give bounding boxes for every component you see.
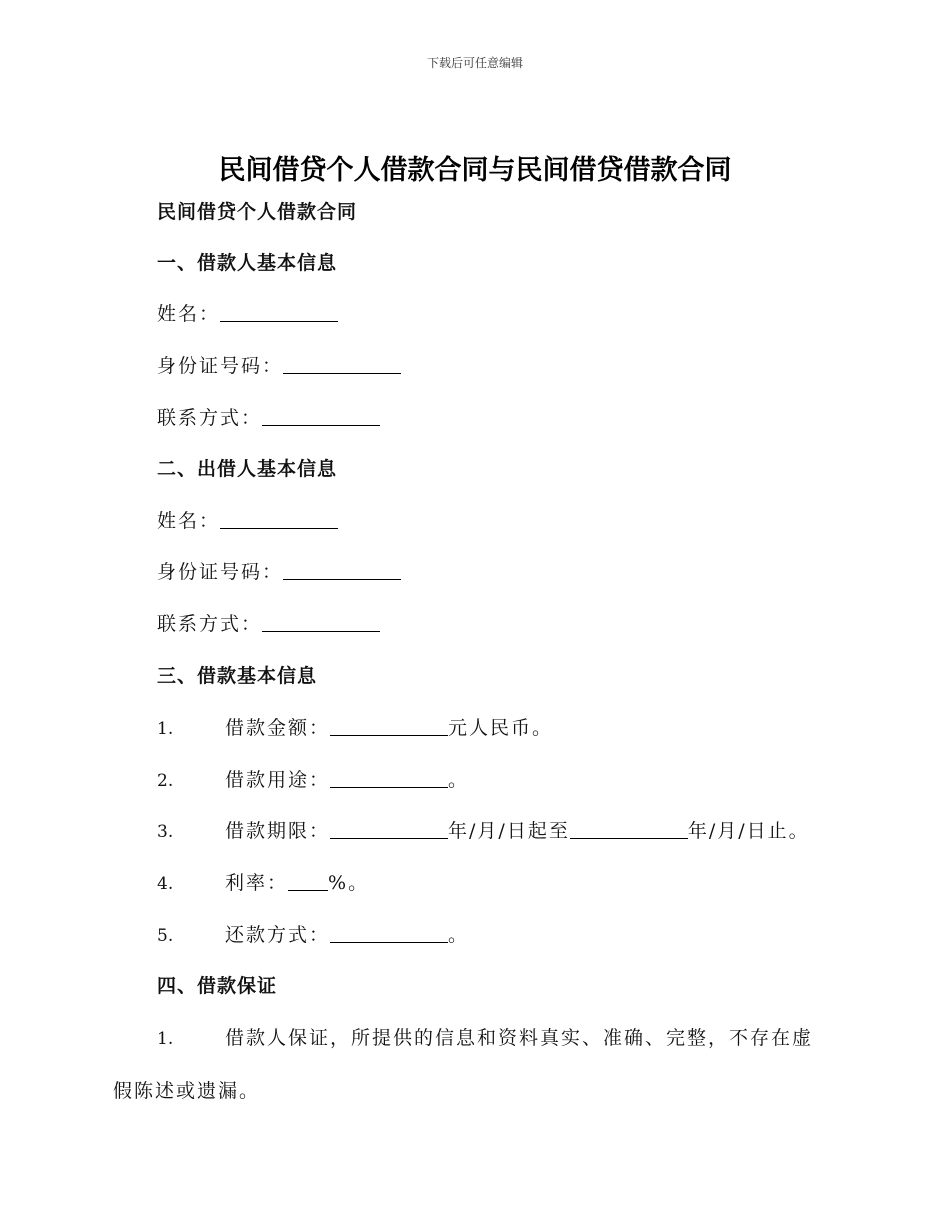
- borrower-contact-row: [157, 405, 380, 431]
- item-number: 3.: [157, 822, 174, 842]
- loan-amount-label: 借款金额：: [225, 717, 331, 739]
- interest-rate-label: 利率：: [225, 872, 289, 894]
- lender-id-blank[interactable]: [283, 559, 401, 580]
- interest-rate-blank[interactable]: [288, 870, 328, 891]
- lender-contact-label: 联系方式：: [157, 613, 263, 635]
- header-note: 下载后可任意编辑: [426, 56, 523, 70]
- item-number: 1.: [157, 719, 174, 739]
- repayment-method-suffix: 。: [448, 924, 470, 946]
- lender-name-label: 姓名：: [157, 510, 221, 532]
- interest-rate-suffix: %。: [328, 872, 370, 894]
- item-number: 5.: [157, 926, 174, 946]
- item-number: 2.: [157, 771, 174, 791]
- item-number: 4.: [157, 874, 174, 894]
- lender-name-blank[interactable]: [220, 508, 338, 529]
- section-1-heading: 一、借款人基本信息: [157, 252, 338, 274]
- loan-start-date-blank[interactable]: [330, 818, 448, 839]
- borrower-name-blank[interactable]: [220, 301, 338, 322]
- guarantee-text: 借款人保证，所提供的信息和资料真实、准确、完整，不存在虚假陈述或遗漏。: [113, 1027, 814, 1102]
- loan-purpose-label: 借款用途：: [225, 769, 331, 791]
- borrower-id-row: [157, 353, 401, 379]
- contract-subtitle: 民间借贷个人借款合同: [157, 201, 358, 223]
- loan-term-suffix: 年/月/日止。: [687, 820, 810, 842]
- loan-amount-blank[interactable]: [330, 715, 448, 736]
- loan-amount-row: [157, 715, 553, 742]
- loan-term-row: [157, 818, 810, 845]
- repayment-method-label: 还款方式：: [225, 924, 331, 946]
- section-4-heading: 四、借款保证: [157, 975, 278, 997]
- lender-contact-blank[interactable]: [262, 611, 380, 632]
- lender-contact-row: [157, 611, 380, 637]
- loan-purpose-blank[interactable]: [330, 767, 448, 788]
- section-2-heading: 二、出借人基本信息: [157, 458, 338, 480]
- repayment-method-row: [157, 922, 469, 949]
- loan-purpose-suffix: 。: [448, 769, 470, 791]
- repayment-method-blank[interactable]: [330, 922, 448, 943]
- loan-end-date-blank[interactable]: [570, 818, 688, 839]
- loan-purpose-row: [157, 767, 469, 794]
- document-title: 民间借贷个人借款合同与民间借贷借款合同: [218, 155, 732, 186]
- loan-term-label: 借款期限：: [225, 820, 331, 842]
- borrower-id-blank[interactable]: [283, 353, 401, 374]
- interest-rate-row: [157, 870, 369, 897]
- lender-id-row: [157, 559, 401, 585]
- borrower-contact-label: 联系方式：: [157, 407, 263, 429]
- borrower-id-label: 身份证号码：: [157, 355, 284, 377]
- lender-name-row: [157, 508, 338, 534]
- borrower-name-row: [157, 301, 338, 327]
- lender-id-label: 身份证号码：: [157, 561, 284, 583]
- loan-amount-suffix: 元人民币。: [448, 717, 554, 739]
- loan-term-mid: 年/月/日起至: [448, 820, 570, 842]
- item-number: 1.: [157, 1029, 174, 1049]
- guarantee-paragraph: [113, 1012, 833, 1117]
- borrower-contact-blank[interactable]: [262, 405, 380, 426]
- borrower-name-label: 姓名：: [157, 303, 221, 325]
- section-3-heading: 三、借款基本信息: [157, 665, 318, 687]
